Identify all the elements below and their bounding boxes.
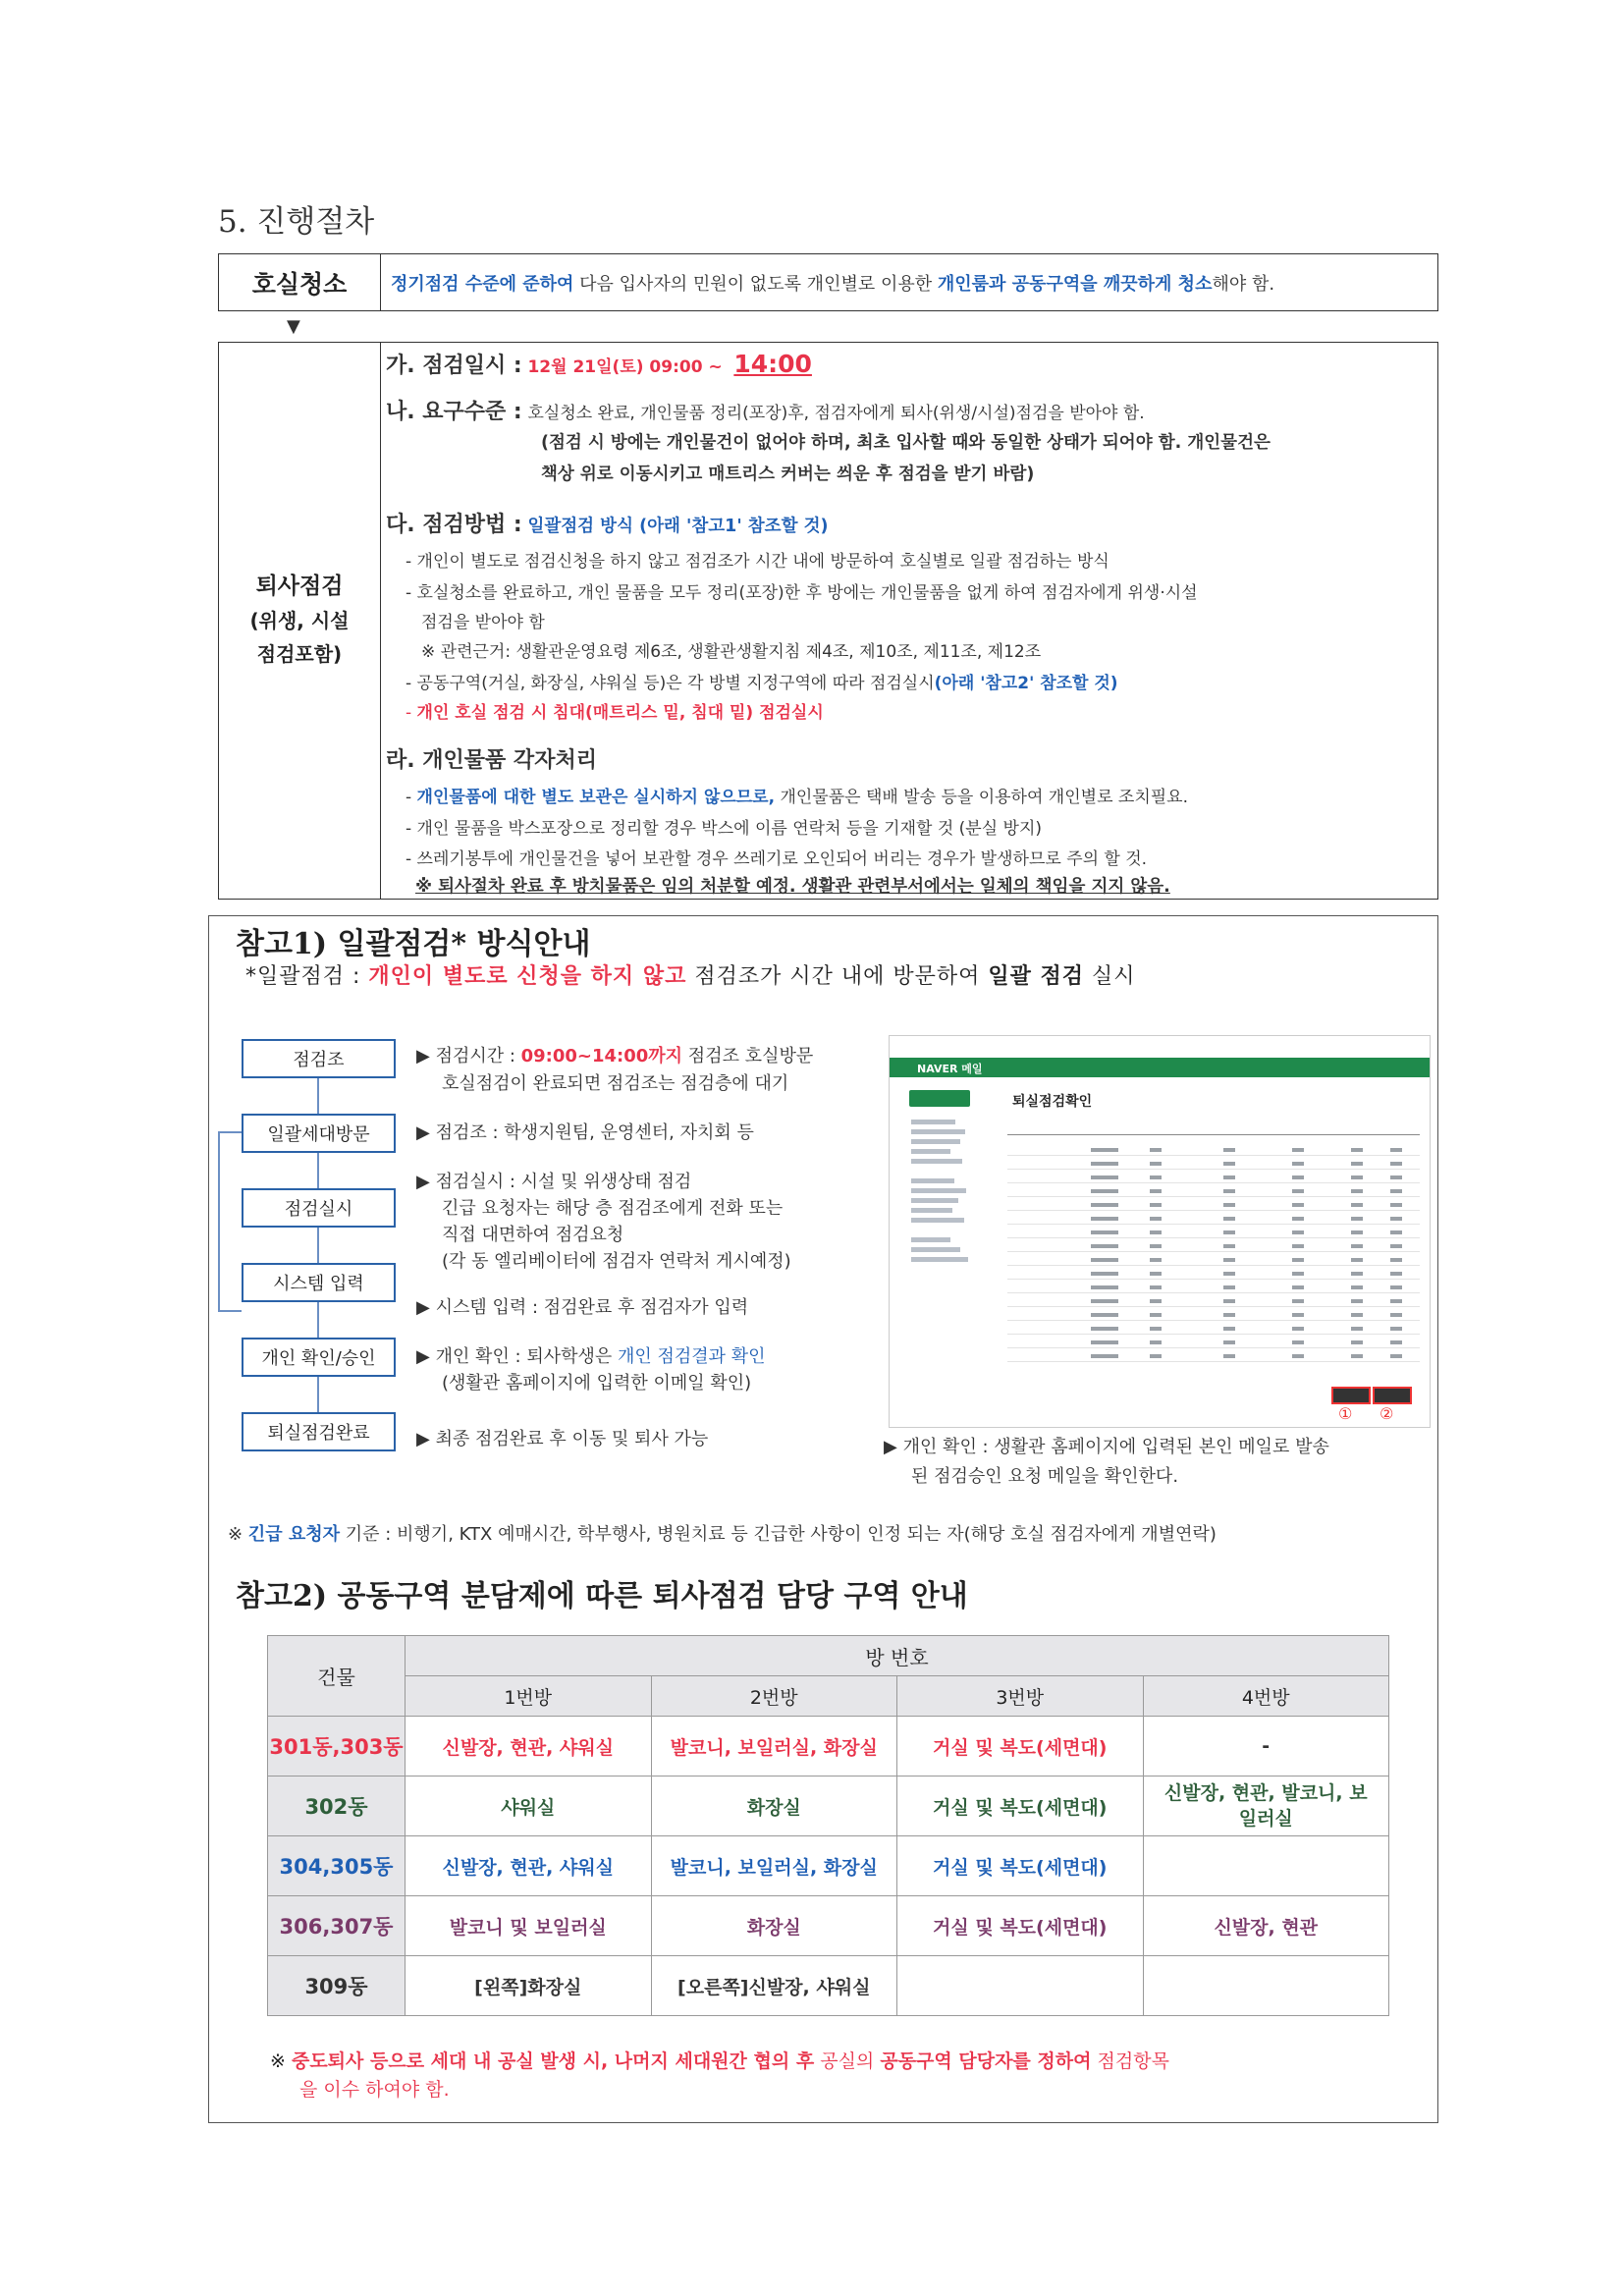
method-blue: 일괄점검 방식 (아래 '참고1' 참조할 것)	[527, 517, 829, 536]
mail-row	[1007, 1237, 1420, 1238]
table-row	[268, 1896, 1389, 1956]
footer-part-4: 점검항목	[1091, 2050, 1169, 2072]
col-room-2: 2번방	[651, 1676, 897, 1717]
reference1-note	[245, 959, 1136, 990]
mail-cell	[1390, 1230, 1402, 1234]
inspection-box	[218, 342, 1438, 900]
mail-cell	[1091, 1175, 1118, 1179]
flow-desc-5a: ▶ 개인 확인 : 퇴사학생은	[416, 1346, 619, 1367]
flow-desc-1c: 호실점검이 완료되면 점검조는 점검층에 대기	[442, 1073, 789, 1094]
schedule-line	[386, 349, 812, 379]
flow-desc-3c: 직접 대면하여 점검요청	[442, 1225, 624, 1245]
method-item-4	[406, 698, 824, 723]
mail-cell	[1223, 1285, 1235, 1289]
mail-cell	[1390, 1340, 1402, 1344]
table-cell: 발코니, 보일러실, 화장실	[651, 1717, 897, 1777]
flow-desc-1b: 점검조 호실방문	[682, 1046, 814, 1066]
mail-cell	[1390, 1148, 1402, 1152]
mail-cell	[1091, 1244, 1118, 1248]
mail-cell	[1390, 1272, 1402, 1276]
flow-desc-1-red: 09:00~14:00까지	[520, 1046, 683, 1066]
mail-sidebar-line	[911, 1178, 954, 1183]
table-cell: 신발장, 현관, 샤워실	[406, 1836, 652, 1896]
mail-sidebar-line	[911, 1208, 952, 1213]
mail-cell	[1150, 1299, 1162, 1303]
footer-part-2: 공실의	[814, 2050, 881, 2072]
col-room: 방 번호	[406, 1636, 1389, 1676]
mail-cell	[1351, 1175, 1363, 1179]
mail-cell	[1150, 1327, 1162, 1331]
mail-row	[1007, 1196, 1420, 1197]
mail-cell	[1390, 1354, 1402, 1358]
mail-cell	[1091, 1313, 1118, 1317]
reference1-note-b: 점검조가 시간 내에 방문하여	[686, 964, 989, 989]
flow-desc-1	[416, 1043, 813, 1069]
cleaning-box	[218, 253, 1438, 311]
mail-cell	[1390, 1327, 1402, 1331]
mail-sidebar-line	[911, 1159, 962, 1164]
mail-row	[1007, 1361, 1420, 1362]
mail-cell	[1292, 1189, 1304, 1193]
mail-sidebar-line	[911, 1257, 968, 1262]
requirement-note-2: 책상 위로 이동시키고 매트리스 커버는 씌운 후 점검을 받기 바람)	[541, 465, 1035, 484]
mail-row	[1007, 1182, 1420, 1183]
table-row	[268, 1956, 1389, 2016]
mail-cell	[1150, 1203, 1162, 1207]
mail-cell	[1292, 1299, 1304, 1303]
mail-cell	[1223, 1272, 1235, 1276]
mail-circle-1: ①	[1338, 1404, 1353, 1423]
flow-step-personal-confirm: 개인 확인/승인	[242, 1338, 396, 1377]
table-cell	[897, 1956, 1144, 2016]
table-cell: 발코니, 보일러실, 화장실	[651, 1836, 897, 1896]
inspection-sublabel	[219, 604, 380, 671]
table-cell: 발코니 및 보일러실	[406, 1896, 652, 1956]
mail-cell	[1390, 1217, 1402, 1221]
schedule-date: 12월 21일(토) 09:00 ~	[527, 357, 729, 377]
mail-cell	[1292, 1230, 1304, 1234]
belongings-item-1-blue: 개인물품에 대한 별도 보관은 실시하지 않으므로,	[416, 788, 776, 807]
mail-cell	[1292, 1354, 1304, 1358]
mail-cell	[1223, 1175, 1235, 1179]
mail-cell	[1223, 1354, 1235, 1358]
mail-cell	[1223, 1230, 1235, 1234]
mail-cell	[1150, 1148, 1162, 1152]
mail-cell	[1223, 1258, 1235, 1262]
mail-cell	[1223, 1148, 1235, 1152]
inspection-sublabel-2: 점검포함)	[256, 642, 343, 666]
method-basis: ※ 관련근거: 생활관운영요령 제6조, 생활관생활지침 제4조, 제10조, 제11조, 제12조	[421, 642, 1042, 662]
mail-screenshot	[889, 1035, 1431, 1428]
mail-cell	[1292, 1313, 1304, 1317]
mail-cell	[1150, 1272, 1162, 1276]
table-row	[268, 1777, 1389, 1836]
belongings-item-1-dash: -	[406, 788, 417, 807]
flow-arrow-2	[317, 1153, 319, 1188]
mail-sidebar-line	[911, 1129, 965, 1134]
mail-sidebar-line	[911, 1247, 960, 1252]
mail-cell	[1150, 1162, 1162, 1166]
mail-title: 퇴실점검확인	[1012, 1094, 1093, 1110]
method-item-4-red: 개인 호실 점검 시 침대(매트리스 밑, 침대 밑) 점검실시	[416, 703, 824, 723]
mail-cell	[1223, 1244, 1235, 1248]
flow-loop-bracket	[218, 1131, 242, 1312]
mail-table-rule	[1007, 1134, 1420, 1135]
belongings-item-2: - 개인 물품을 박스포장으로 정리할 경우 박스에 이름 연락처 등을 기재할 것 (분실 방지)	[406, 819, 1042, 839]
mail-cell	[1150, 1340, 1162, 1344]
mail-cell	[1223, 1217, 1235, 1221]
mail-cell	[1223, 1327, 1235, 1331]
mail-cell	[1091, 1354, 1118, 1358]
mail-row	[1007, 1251, 1420, 1252]
mail-caption-2: 된 점검승인 요청 메일을 확인한다.	[911, 1466, 1179, 1487]
mail-cell	[1150, 1189, 1162, 1193]
mail-cell	[1292, 1148, 1304, 1152]
row-building: 301동,303동	[268, 1717, 406, 1777]
mail-cell	[1292, 1272, 1304, 1276]
mail-cell	[1091, 1217, 1118, 1221]
table-cell: [오른쪽]신발장, 샤워실	[651, 1956, 897, 2016]
flow-arrow-5	[317, 1377, 319, 1412]
mail-row	[1007, 1210, 1420, 1211]
requirement-line	[386, 395, 1145, 425]
mail-cell	[1150, 1354, 1162, 1358]
col-building: 건물	[268, 1636, 406, 1717]
table-row	[268, 1836, 1389, 1896]
mail-write-button	[909, 1090, 970, 1107]
mail-cell	[1223, 1340, 1235, 1344]
col-room-4: 4번방	[1143, 1676, 1389, 1717]
flow-arrow-4	[317, 1302, 319, 1338]
requirement-text: 호실청소 완료, 개인물품 정리(포장)후, 점검자에게 퇴사(위생/시설)점검을 받아야 함.	[527, 404, 1145, 423]
mail-cell	[1351, 1299, 1363, 1303]
mail-row	[1007, 1155, 1420, 1156]
reference1-note-c: 실시	[1084, 964, 1136, 989]
mail-cell	[1150, 1258, 1162, 1262]
mail-row	[1007, 1224, 1420, 1225]
mail-cell	[1091, 1285, 1118, 1289]
table-cell: 신발장, 현관, 발코니, 보일러실	[1143, 1777, 1389, 1836]
mail-cell	[1390, 1285, 1402, 1289]
method-item-3-blue: (아래 '참고2' 참조할 것)	[934, 674, 1118, 693]
flow-desc-3a: ▶ 점검실시 : 시설 및 위생상태 점검	[416, 1172, 692, 1192]
footer-part-1: 중도퇴사 등으로 세대 내 공실 발생 시, 나머지 세대원간 협의 후	[291, 2050, 815, 2072]
mail-cell	[1351, 1244, 1363, 1248]
mail-cell	[1351, 1230, 1363, 1234]
mail-cell	[1091, 1272, 1118, 1276]
mail-cell	[1150, 1285, 1162, 1289]
flow-step-inspection-team: 점검조	[242, 1039, 396, 1078]
mail-cell	[1150, 1175, 1162, 1179]
mail-cell	[1292, 1217, 1304, 1221]
belongings-item-1-rest: 개인물품은 택배 발송 등을 이용하여 개인별로 조치필요.	[775, 788, 1188, 807]
mail-cell	[1351, 1285, 1363, 1289]
flow-desc-1a: ▶ 점검시간 :	[416, 1046, 521, 1066]
mail-sidebar-line	[911, 1218, 964, 1223]
table-cell: 샤워실	[406, 1777, 652, 1836]
row-building: 304,305동	[268, 1836, 406, 1896]
mail-cell	[1351, 1217, 1363, 1221]
requirement-note-1: (점검 시 방에는 개인물건이 없어야 하며, 최초 입사할 때와 동일한 상태가 되어야 함. 개인물건은	[541, 433, 1271, 453]
mail-cell	[1351, 1272, 1363, 1276]
cleaning-label: 호실청소	[219, 254, 381, 310]
mail-cell	[1223, 1162, 1235, 1166]
mail-row	[1007, 1292, 1420, 1293]
zone-table	[267, 1635, 1389, 2016]
cleaning-desc-blue2: 개인룸과 공동구역을 깨끗하게 청소	[937, 273, 1213, 295]
mail-cell	[1351, 1203, 1363, 1207]
mail-sidebar-line	[911, 1120, 955, 1124]
mail-row	[1007, 1320, 1420, 1321]
mail-row	[1007, 1265, 1420, 1266]
row-building: 306,307동	[268, 1896, 406, 1956]
mail-cell	[1150, 1313, 1162, 1317]
table-cell	[1143, 1836, 1389, 1896]
cleaning-description	[391, 254, 1274, 310]
table-cell	[1143, 1956, 1389, 2016]
flow-desc-5	[416, 1343, 766, 1370]
mail-cell	[1390, 1162, 1402, 1166]
reference1-title: 참고1) 일괄점검* 방식안내	[236, 927, 591, 961]
footer-mark: ※	[270, 2050, 292, 2072]
mail-cell	[1351, 1162, 1363, 1166]
mail-cell	[1150, 1217, 1162, 1221]
mail-row	[1007, 1169, 1420, 1170]
mail-cell	[1351, 1354, 1363, 1358]
schedule-heading: 가. 점검일시 :	[386, 354, 522, 378]
method-item-3	[406, 669, 1118, 693]
mail-cell	[1390, 1299, 1402, 1303]
mail-cell	[1351, 1148, 1363, 1152]
mail-cell	[1223, 1313, 1235, 1317]
belongings-item-3: - 쓰레기봉투에 개인물건을 넣어 보관할 경우 쓰레기로 오인되어 버리는 경우가 발생하므로 주의 할 것.	[406, 849, 1148, 869]
reference2-footer	[270, 2048, 1169, 2075]
mail-cell	[1091, 1230, 1118, 1234]
cleaning-desc-mid: 다음 입사자의 민원이 없도록 개인별로 이용한	[573, 273, 938, 295]
table-cell: 거실 및 복도(세면대)	[897, 1717, 1144, 1777]
footer-part-5: 을 이수 하여야 함.	[299, 2079, 450, 2101]
table-cell: [왼쪽]화장실	[406, 1956, 652, 2016]
mail-cell	[1150, 1244, 1162, 1248]
belongings-item-1	[406, 783, 1188, 807]
reference1-note-red: 개인이 별도로 신청을 하지 않고	[368, 964, 687, 989]
table-cell: 신발장, 현관	[1143, 1896, 1389, 1956]
table-cell: 신발장, 현관, 샤워실	[406, 1717, 652, 1777]
table-cell: 화장실	[651, 1777, 897, 1836]
down-arrow-icon: ▼	[287, 316, 300, 337]
mail-circle-2: ②	[1380, 1404, 1394, 1423]
mail-sidebar-line	[911, 1198, 958, 1203]
mail-cell	[1292, 1203, 1304, 1207]
urgent-note	[228, 1520, 1217, 1546]
mail-cell	[1091, 1162, 1118, 1166]
method-item-2b: 점검을 받아야 함	[421, 613, 545, 632]
reference1-note-bold: 일괄 점검	[988, 964, 1085, 989]
mail-sidebar-line	[911, 1237, 950, 1242]
section-title: 5. 진행절차	[218, 204, 375, 240]
table-cell: 거실 및 복도(세면대)	[897, 1896, 1144, 1956]
mail-button-2	[1373, 1387, 1412, 1404]
reference1-note-a: *일괄점검 :	[245, 964, 369, 989]
flow-desc-5b: (생활관 홈페이지에 입력한 이메일 확인)	[442, 1373, 752, 1394]
method-item-2: - 호실청소를 완료하고, 개인 물품을 모두 정리(포장)한 후 방에는 개인물품을 없게 하여 점검자에게 위생·시설	[406, 583, 1198, 603]
flow-step-inspection: 점검실시	[242, 1188, 396, 1228]
mail-cell	[1390, 1258, 1402, 1262]
urgent-note-a: ※	[228, 1524, 248, 1545]
flow-step-complete: 퇴실점검완료	[242, 1412, 396, 1451]
mail-cell	[1223, 1189, 1235, 1193]
belongings-warning: ※ 퇴사절차 완료 후 방치물품은 임의 처분할 예정. 생활관 관련부서에서는 일체의 책임을 지지 않음.	[415, 877, 1170, 897]
mail-row	[1007, 1306, 1420, 1307]
mail-cell	[1292, 1162, 1304, 1166]
flow-step-household-visit: 일괄세대방문	[242, 1114, 396, 1153]
mail-cell	[1292, 1258, 1304, 1262]
mail-cell	[1091, 1327, 1118, 1331]
method-line	[386, 508, 829, 538]
row-building: 302동	[268, 1777, 406, 1836]
inspection-sublabel-1: (위생, 시설	[249, 609, 350, 632]
mail-caption-1: ▶ 개인 확인 : 생활관 홈페이지에 입력된 본인 메일로 발송	[884, 1437, 1329, 1457]
cleaning-desc-blue1: 정기점검 수준에 준하여	[391, 273, 574, 295]
mail-cell	[1390, 1313, 1402, 1317]
flow-desc-5-blue: 개인 점검결과 확인	[618, 1346, 766, 1367]
table-row	[268, 1717, 1389, 1777]
mail-cell	[1292, 1327, 1304, 1331]
col-room-1: 1번방	[406, 1676, 652, 1717]
mail-cell	[1351, 1258, 1363, 1262]
mail-sidebar-line	[911, 1149, 950, 1154]
mail-cell	[1292, 1340, 1304, 1344]
footer-part-3: 공동구역 담당자를 정하여	[880, 2050, 1092, 2072]
mail-row	[1007, 1334, 1420, 1335]
cleaning-desc-end: 해야 함.	[1212, 273, 1275, 295]
requirement-heading: 나. 요구수준 :	[386, 400, 522, 424]
mail-cell	[1292, 1244, 1304, 1248]
mail-sidebar-line	[911, 1139, 960, 1144]
mail-cell	[1390, 1244, 1402, 1248]
inspection-label-cell	[219, 343, 381, 899]
method-item-4-dash: -	[406, 703, 417, 723]
flow-arrow-1	[317, 1078, 319, 1114]
reference2-title: 참고2) 공동구역 분담제에 따른 퇴사점검 담당 구역 안내	[236, 1579, 968, 1613]
mail-button-1	[1331, 1387, 1371, 1404]
urgent-note-b: 기준 : 비행기, KTX 예매시간, 학부행사, 병원치료 등 긴급한 사항이 인정 되는 자(해당 호실 점검자에게 개별연락)	[340, 1524, 1217, 1545]
flow-desc-2: ▶ 점검조 : 학생지원팀, 운영센터, 자치회 등	[416, 1122, 754, 1143]
method-item-1: - 개인이 별도로 점검신청을 하지 않고 점검조가 시간 내에 방문하여 호실별로 일괄 점검하는 방식	[406, 552, 1109, 572]
mail-row	[1007, 1279, 1420, 1280]
mail-cell	[1150, 1230, 1162, 1234]
mail-cell	[1351, 1340, 1363, 1344]
schedule-time: 14:00	[733, 350, 812, 378]
mail-cell	[1292, 1175, 1304, 1179]
flow-desc-6: ▶ 최종 점검완료 후 이동 및 퇴사 가능	[416, 1429, 709, 1449]
mail-cell	[1091, 1148, 1118, 1152]
urgent-note-blue: 긴급 요청자	[247, 1524, 341, 1545]
table-cell: 화장실	[651, 1896, 897, 1956]
mail-cell	[1351, 1189, 1363, 1193]
flow-step-system-input: 시스템 입력	[242, 1263, 396, 1302]
flow-arrow-3	[317, 1228, 319, 1263]
flow-desc-3d: (각 동 엘리베이터에 점검자 연락처 게시예정)	[442, 1251, 791, 1272]
method-item-3-text: - 공동구역(거실, 화장실, 샤워실 등)은 각 방별 지정구역에 따라 점검실시	[406, 674, 935, 693]
mail-cell	[1091, 1258, 1118, 1262]
mail-cell	[1091, 1299, 1118, 1303]
mail-logo: NAVER 메일	[917, 1063, 983, 1075]
mail-cell	[1091, 1203, 1118, 1207]
flow-desc-4: ▶ 시스템 입력 : 점검완료 후 점검자가 입력	[416, 1297, 749, 1318]
mail-cell	[1351, 1313, 1363, 1317]
table-cell: -	[1143, 1717, 1389, 1777]
mail-cell	[1292, 1285, 1304, 1289]
belongings-heading: 라. 개인물품 각자처리	[386, 748, 597, 773]
method-heading: 다. 점검방법 :	[386, 513, 522, 537]
mail-row	[1007, 1347, 1420, 1348]
table-cell: 거실 및 복도(세면대)	[897, 1777, 1144, 1836]
mail-cell	[1091, 1340, 1118, 1344]
mail-cell	[1390, 1175, 1402, 1179]
mail-cell	[1223, 1203, 1235, 1207]
inspection-label: 퇴사점검	[255, 574, 344, 599]
flow-desc-3b: 긴급 요청자는 해당 층 점검조에게 전화 또는	[442, 1198, 784, 1219]
mail-cell	[1351, 1327, 1363, 1331]
col-room-3: 3번방	[897, 1676, 1144, 1717]
mail-cell	[1390, 1203, 1402, 1207]
mail-cell	[1223, 1299, 1235, 1303]
mail-cell	[1091, 1189, 1118, 1193]
mail-sidebar-line	[911, 1188, 966, 1193]
row-building: 309동	[268, 1956, 406, 2016]
mail-cell	[1390, 1189, 1402, 1193]
table-cell: 거실 및 복도(세면대)	[897, 1836, 1144, 1896]
